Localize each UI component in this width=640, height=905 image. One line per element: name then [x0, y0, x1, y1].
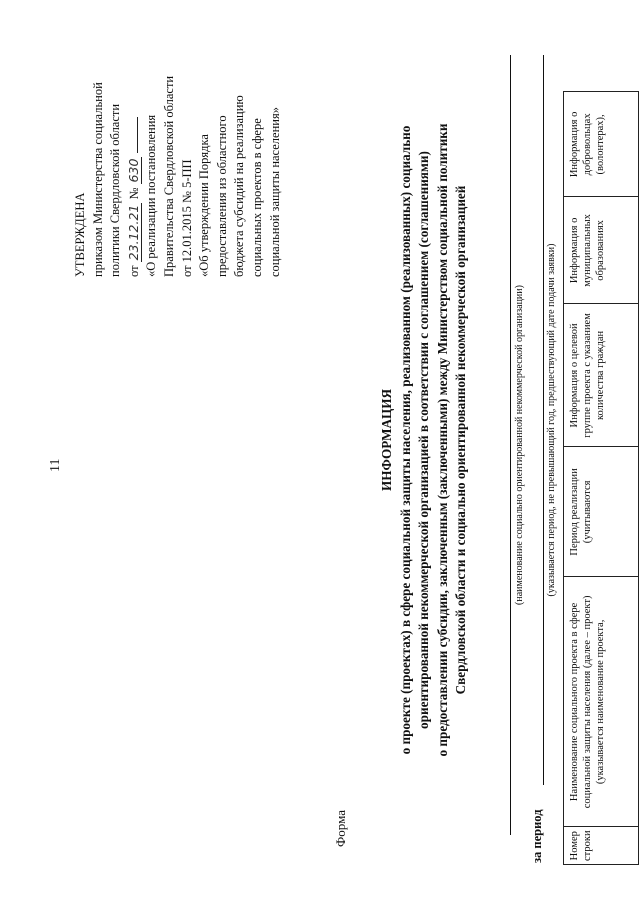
- approval-line-protection: социальной защиты населения»: [267, 107, 282, 277]
- header-volunteers: Информация о добровольцах (волонтерах),: [564, 92, 639, 197]
- approval-line-procedure: «Об утверждении Порядка: [197, 134, 212, 277]
- header-municipalities: Информация о муниципальных образованиях: [564, 197, 639, 304]
- approval-line-approved: УТВЕРЖДЕНА: [73, 192, 87, 277]
- period-label: за период: [530, 809, 544, 863]
- header-row-number: Номер строки: [564, 827, 639, 865]
- approval-date-line: [125, 7, 144, 277]
- header-project-name: Наименование социального проекта в сфере социальной защиты населения (далее – проект) (указывается наименование проекта,: [564, 577, 639, 827]
- approval-line-projects: социальных проектов в сфере: [249, 118, 264, 277]
- document-title: [378, 55, 471, 825]
- handwritten-date: 23.12.21: [125, 204, 141, 261]
- handwritten-number: 630: [125, 158, 141, 183]
- approval-line-ministry: политики Свердловской области: [108, 103, 123, 277]
- title-heading: ИНФОРМАЦИЯ: [379, 388, 394, 492]
- info-table: [563, 91, 639, 865]
- approval-line-order: приказом Министерства социальной: [90, 82, 105, 277]
- title-line-1: о проекте (проектах) в сфере социальной защиты населения, реализованном (реализованных) социально: [397, 125, 413, 755]
- signature-blank: [126, 117, 138, 153]
- approval-line-provision: предоставления из областного: [214, 115, 229, 277]
- approval-line-budget: бюджета субсидий на реализацию: [232, 95, 247, 277]
- approval-line-decree: от 12.01.2015 № 5-ПП: [179, 159, 194, 277]
- approval-line-government: Правительства Свердловской области: [161, 75, 176, 277]
- approval-block: [72, 7, 284, 277]
- number-sign: №: [126, 187, 141, 200]
- title-line-3: о предоставлении субсидии, заключенным (заключенными) между Министерством социальной политики: [434, 123, 450, 757]
- org-name-underline: [510, 55, 511, 835]
- table-header-row: [564, 92, 639, 865]
- date-prefix: от: [126, 265, 141, 277]
- org-name-caption: (наименование социально ориентированной некоммерческой организации): [514, 285, 525, 605]
- approval-line-implementation: «О реализации постановления: [144, 114, 159, 277]
- header-target-group: Информация о целевой группе проекта с указанием количества граждан: [564, 304, 639, 447]
- title-line-2: ориентированной некоммерческой организацией в соответствии с соглашением (соглашениями): [416, 151, 432, 729]
- form-label: Форма: [333, 810, 348, 847]
- period-caption: (указывается период, не превышающий год, предшествующий дате подачи заявки): [546, 243, 557, 597]
- title-line-4: Свердловской области и социально ориентированной некоммерческой организацией: [453, 185, 469, 695]
- header-period: Период реализации (учитываются: [564, 447, 639, 577]
- period-underline: [543, 55, 544, 785]
- page-number: 11: [48, 458, 63, 472]
